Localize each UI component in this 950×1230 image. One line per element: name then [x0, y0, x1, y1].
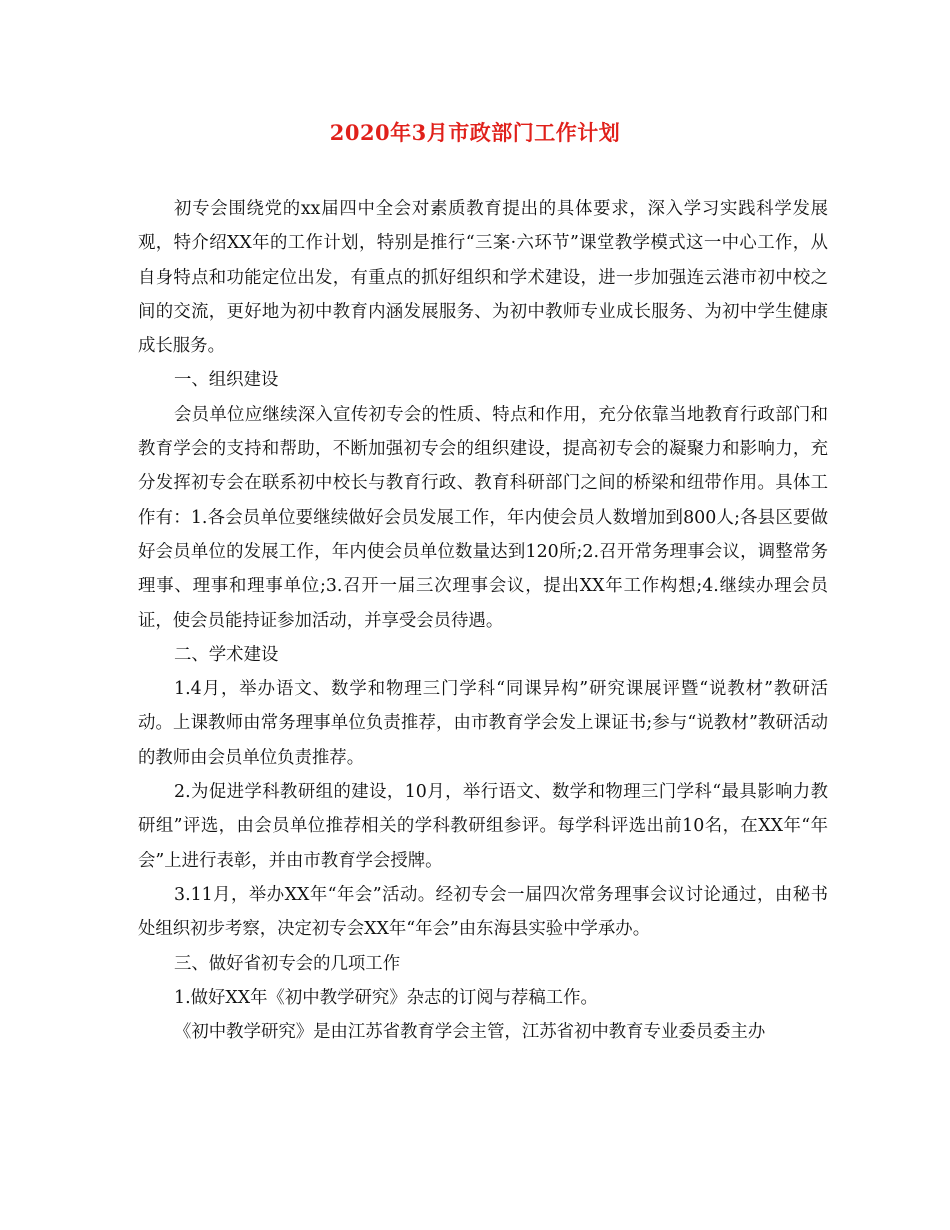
academic-item-2: 2.为促进学科教研组的建设，10月，举行语文、数学和物理三门学科“最具影响力教研组”评选，由会员单位推荐相关的学科教研组参评。每学科评选出前10名，在XX年“年会”上进行表彰，并由市教育学会授牌。: [138, 782, 828, 871]
section-heading-provincial: 三、做好省初专会的几项工作: [174, 953, 401, 974]
section-heading-academic: 二、学术建设: [174, 644, 279, 665]
provincial-item-1: 1.做好XX年《初中教学研究》杂志的订阅与荐稿工作。: [174, 987, 598, 1008]
academic-item-3: 3.11月，举办XX年“年会”活动。经初专会一届四次常务理事会议讨论通过，由秘书处组织初步考察，决定初专会XX年“年会”由东海县实验中学承办。: [138, 884, 828, 940]
section-heading-organization: 一、组织建设: [174, 370, 279, 391]
academic-item-1: 1.4月，举办语文、数学和物理三门学科“同课异构”研究课展评暨“说教材”教研活动。上课教师由常务理事单位负责推荐，由市教育学会发上课证书;参与“说教材”教研活动的教师由会员单位负责推荐。: [138, 679, 828, 768]
intro-paragraph: 初专会围绕党的xx届四中全会对素质教育提出的具体要求，深入学习实践科学发展观，特介绍XX年的工作计划，特别是推行“三案·六环节”课堂教学模式这一中心工作，从自身特点和功能定位出发，有重点的抓好组织和学术建设，进一步加强连云港市初中校之间的交流，更好地为初中教育内涵发展服务、为初中教师专业成长服务、为初中学生健康成长服务。: [138, 199, 828, 357]
document-body: [138, 192, 828, 1049]
document-title: 2020年3月市政部门工作计划: [329, 120, 621, 145]
organization-paragraph: 会员单位应继续深入宣传初专会的性质、特点和作用，充分依靠当地教育行政部门和教育学会的支持和帮助，不断加强初专会的组织建设，提高初专会的凝聚力和影响力，充分发挥初专会在联系初中校长与教育行政、教育科研部门之间的桥梁和纽带作用。具体工作有：1.各会员单位要继续做好会员发展工作，年内使会员人数增加到800人;各县区要做好会员单位的发展工作，年内使会员单位数量达到120所;2.召开常务理事会议，调整常务理事、理事和理事单位;3.召开一届三次理事会议，提出XX年工作构想;4.继续办理会员证，使会员能持证参加活动，并享受会员待遇。: [138, 404, 828, 631]
provincial-paragraph: 《初中教学研究》是由江苏省教育学会主管，江苏省初中教育专业委员委主办: [174, 1022, 766, 1043]
